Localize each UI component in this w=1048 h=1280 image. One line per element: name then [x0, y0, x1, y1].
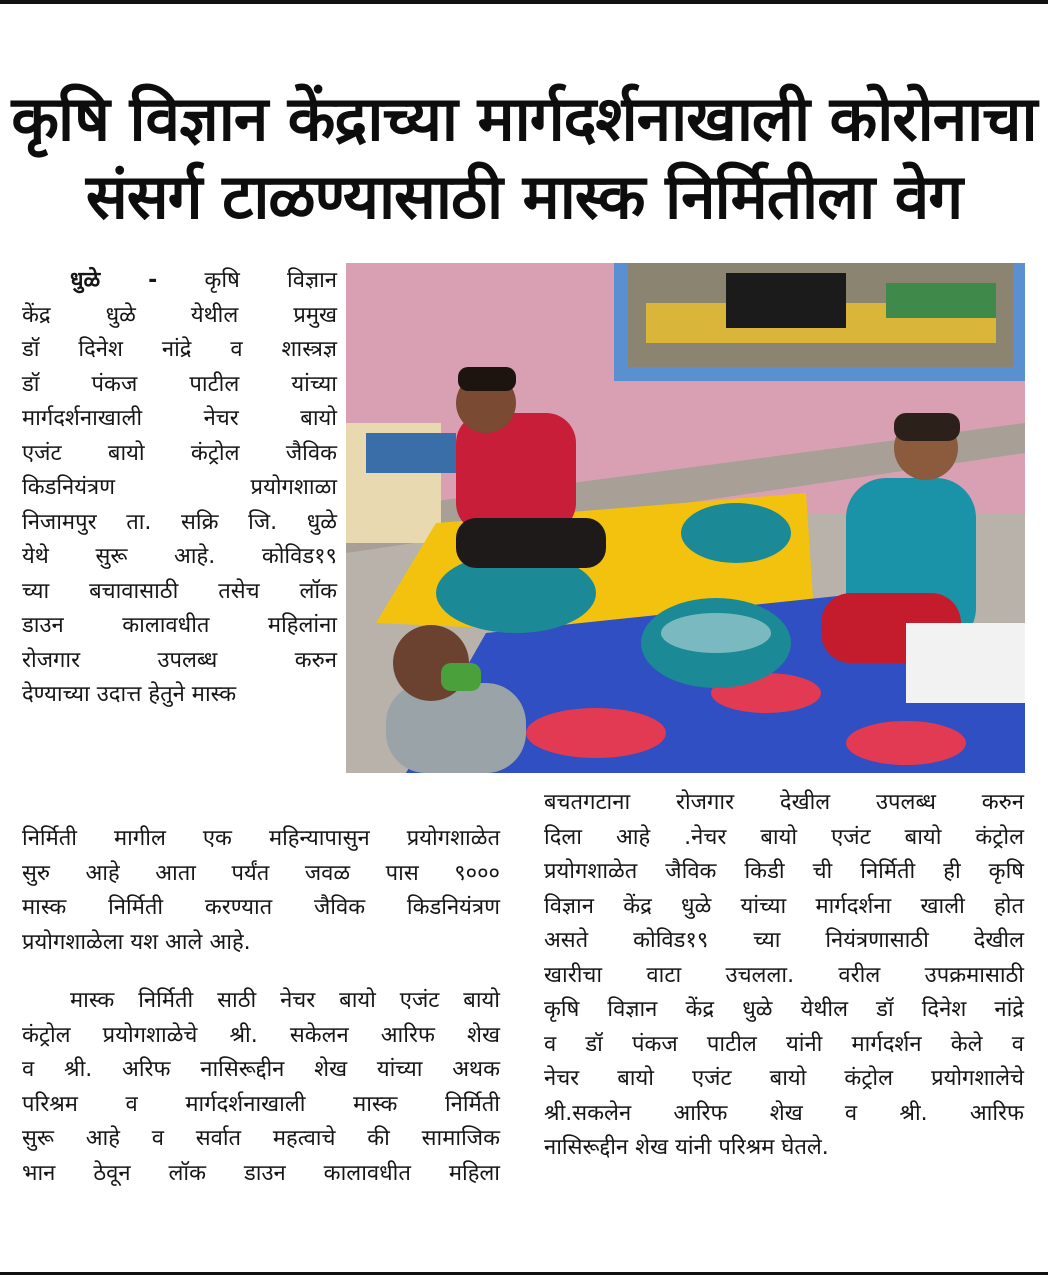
article-line: मास्क निर्मिती करण्यात जैविक किडनियंत्रण [22, 895, 500, 920]
article-line: एजंट बायो कंट्रोल जैविक [22, 440, 337, 466]
mask-pile-highlight [661, 613, 771, 653]
man-hair [458, 367, 516, 391]
article-line: केंद्र धुळे येथील प्रमुख [22, 302, 337, 328]
article-line: व श्री. अरिफ नासिरूद्दीन शेख यांच्या अथक [22, 1057, 500, 1082]
top-rule [0, 0, 1048, 4]
shelf-cloth-green [886, 283, 996, 318]
article-column-right [544, 786, 1024, 1166]
article-line: डॉ पंकज पाटील यांच्या [22, 371, 337, 397]
article-line: परिश्रम व मार्गदर्शनाखाली मास्क निर्मिती [22, 1091, 500, 1117]
article-line: प्रयोगशाळेत जैविक किडी ची निर्मिती ही कृषि [544, 859, 1024, 884]
shelf-cloth-dark [726, 273, 846, 328]
article-line: व डॉ पंकज पाटील यांनी मार्गदर्शन केले व [544, 1031, 1024, 1057]
child-mask [441, 663, 481, 691]
article-line: विज्ञान केंद्र धुळे यांच्या मार्गदर्शना खाली होत [544, 893, 1024, 919]
article-column-left-narrow [22, 264, 337, 713]
rug-pattern-1 [526, 708, 666, 758]
child-body [386, 683, 526, 773]
article-line: मास्क निर्मिती साठी नेचर बायो एजंट बायो [70, 988, 500, 1013]
article-line: धुळे - कृषि विज्ञान [70, 268, 337, 293]
mask-pile-2 [681, 503, 791, 563]
article-line: देण्याच्या उदात्त हेतुने मास्क [22, 682, 237, 707]
article-line: भान ठेवून लॉक डाउन कालावधीत महिला [22, 1160, 500, 1186]
article-line: डाउन कालावधीत महिलांना [22, 613, 337, 638]
bag-left-top [366, 433, 456, 473]
article-line: किडनियंत्रण प्रयोगशाळा [22, 475, 337, 500]
headline [10, 80, 1038, 236]
article-line: निर्मिती मागील एक महिन्यापासुन प्रयोगशाळेत [22, 826, 500, 851]
woman-dupatta [906, 623, 1025, 703]
headline-line-2: संसर्ग टाळण्यासाठी मास्क निर्मितीला वेग [85, 159, 963, 233]
article-line: च्या बचावासाठी तसेच लॉक [22, 578, 337, 604]
news-photo [346, 263, 1025, 773]
article-column-left-wide [22, 822, 500, 1191]
headline-line-1: कृषि विज्ञान केंद्राच्या मार्गदर्शनाखाली कोरोनाचा [11, 81, 1037, 155]
woman-hair [894, 413, 960, 441]
article-line: निजामपुर ता. सक्रि जि. धुळे [22, 509, 337, 535]
man-shirt [456, 413, 576, 533]
article-line: कृषि विज्ञान केंद्र धुळे येथील डॉ दिनेश नांद्रे [544, 997, 1024, 1022]
article-line: असते कोविड१९ च्या नियंत्रणासाठी देखील [544, 928, 1024, 953]
man-legs [456, 518, 606, 568]
article-line: नेचर बायो एजंट बायो कंट्रोल प्रयोगशालेचे [544, 1066, 1024, 1091]
article-line: रोजगार उपलब्ध करुन [22, 647, 337, 673]
article-line: खारीचा वाटा उचलला. वरील उपक्रमासाठी [544, 962, 1024, 988]
article-line: मार्गदर्शनाखाली नेचर बायो [22, 406, 337, 431]
bottom-rule [0, 1272, 1048, 1275]
article-line: येथे सुरू आहे. कोविड१९ [22, 544, 337, 569]
photo-illustration [346, 263, 1025, 773]
dateline: धुळे - [70, 268, 158, 293]
article-line: नासिरूद्दीन शेख यांनी परिश्रम घेतले. [544, 1135, 829, 1160]
rug-pattern-3 [846, 721, 966, 765]
article-line: प्रयोगशाळेला यश आले आहे. [22, 929, 251, 955]
article-line: सुरू आहे व सर्वात महत्वाचे की सामाजिक [22, 1126, 500, 1151]
article-line: दिला आहे .नेचर बायो एजंट बायो कंट्रोल [544, 824, 1024, 850]
article-line: कंट्रोल प्रयोगशाळेचे श्री. सकेलन आरिफ शेख [22, 1022, 500, 1048]
article-line: सुरु आहे आता पर्यंत जवळ पास ९००० [22, 860, 500, 886]
article-line: श्री.सकलेन आरिफ शेख व श्री. आरिफ [544, 1100, 1024, 1126]
article-line: डॉ दिनेश नांद्रे व शास्त्रज्ञ [22, 337, 337, 362]
article-line: बचतगटाना रोजगार देखील उपलब्ध करुन [544, 790, 1024, 815]
